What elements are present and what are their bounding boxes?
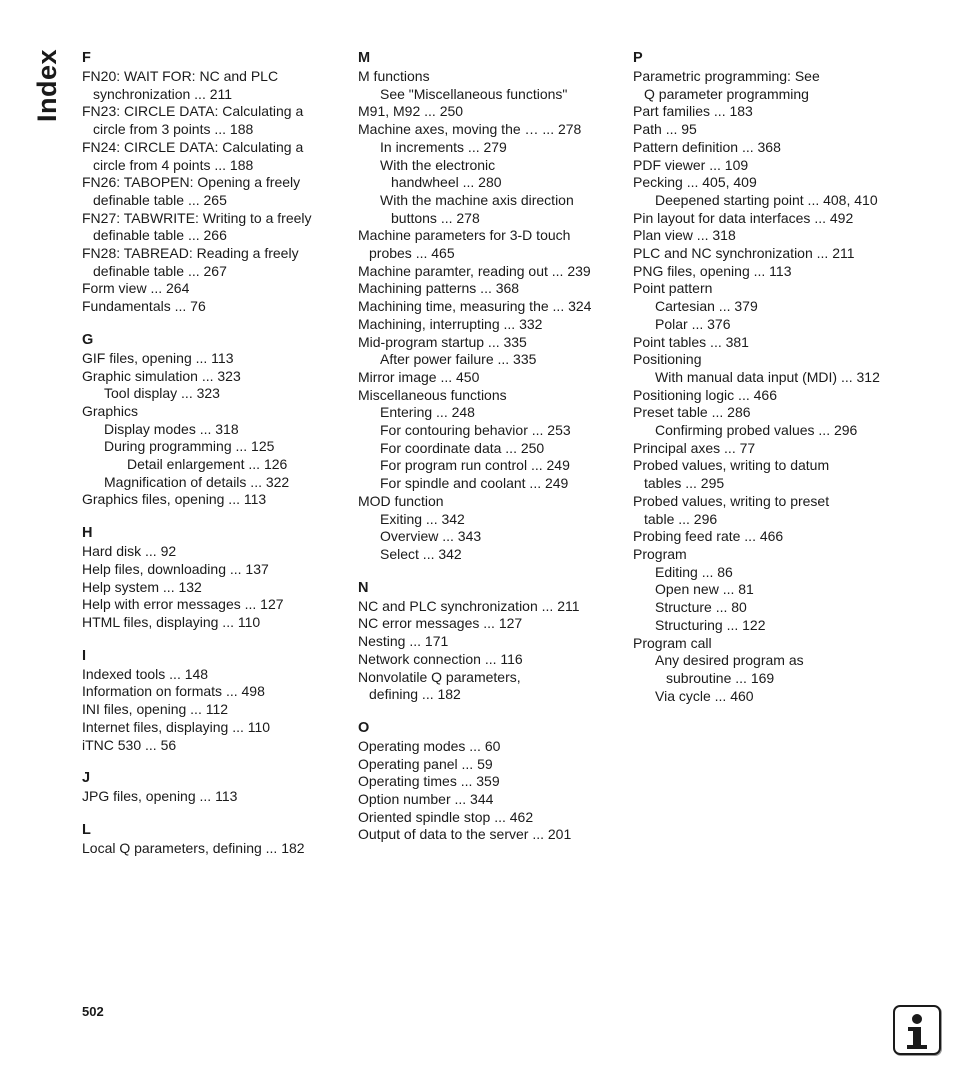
- index-entry: Confirming probed values ... 296: [655, 422, 858, 439]
- index-entry: Principal axes ... 77: [633, 439, 756, 456]
- index-entry: Machining, interrupting ... 332: [358, 315, 543, 332]
- index-entry: iTNC 530 ... 56: [82, 736, 177, 753]
- index-entry: Preset table ... 286: [633, 404, 751, 421]
- index-entry: FN28: TABREAD: Reading a freely: [82, 245, 299, 262]
- index-entry: Fundamentals ... 76: [82, 298, 206, 315]
- index-section: [633, 49, 923, 705]
- index-entry: Via cycle ... 460: [655, 687, 754, 704]
- index-entry: Display modes ... 318: [104, 420, 239, 437]
- index-entry: PDF viewer ... 109: [633, 156, 749, 173]
- index-column-2: [358, 49, 620, 859]
- index-entry: MOD function: [358, 492, 444, 509]
- index-entry: Local Q parameters, defining ... 182: [82, 839, 305, 856]
- index-entry: buttons ... 278: [391, 209, 480, 226]
- index-entry: With the electronic: [380, 156, 496, 173]
- index-entry: Deepened starting point ... 408, 410: [655, 191, 878, 208]
- index-entry: Help system ... 132: [82, 578, 202, 595]
- index-entry: NC error messages ... 127: [358, 615, 523, 632]
- index-entry: Structuring ... 122: [655, 616, 766, 633]
- index-entry: table ... 296: [644, 510, 718, 527]
- index-entry: handwheel ... 280: [391, 174, 502, 191]
- index-entry: Output of data to the server ... 201: [358, 826, 572, 843]
- index-entry: Indexed tools ... 148: [82, 665, 209, 682]
- index-entry: Part families ... 183: [633, 103, 753, 120]
- index-entry: Machine paramter, reading out ... 239: [358, 262, 591, 279]
- index-entry: Mid-program startup ... 335: [358, 333, 527, 350]
- section-letter: F: [82, 50, 91, 66]
- section-letter: O: [358, 719, 370, 736]
- index-entry: Exiting ... 342: [380, 510, 465, 527]
- index-side-title: [30, 48, 64, 122]
- index-entry: FN20: WAIT FOR: NC and PLC: [82, 68, 279, 84]
- index-entry: In increments ... 279: [380, 138, 507, 155]
- index-column-3: [633, 49, 923, 720]
- index-entry: Positioning: [633, 351, 702, 368]
- index-entry: PNG files, opening ... 113: [633, 262, 792, 279]
- index-entry: tables ... 295: [644, 475, 725, 492]
- index-section: [82, 524, 344, 632]
- index-entry: Point tables ... 381: [633, 333, 749, 350]
- index-entry: Graphic simulation ... 323: [82, 367, 241, 384]
- index-section: [82, 769, 344, 806]
- index-entry: circle from 4 points ... 188: [93, 156, 254, 173]
- index-entry: Oriented spindle stop ... 462: [358, 808, 534, 825]
- index-entry: GIF files, opening ... 113: [82, 349, 234, 366]
- index-entry: Probing feed rate ... 466: [633, 528, 784, 545]
- index-section: [358, 579, 620, 704]
- index-section: [82, 331, 344, 509]
- index-side-title-text: Index: [32, 48, 62, 122]
- index-entry: Program: [633, 545, 687, 562]
- index-entry: See "Miscellaneous functions": [380, 85, 568, 102]
- index-entry: Nonvolatile Q parameters,: [358, 668, 521, 685]
- index-entry: Polar ... 376: [655, 315, 731, 332]
- index-entry: HTML files, displaying ... 110: [82, 613, 261, 630]
- index-section: [358, 719, 620, 844]
- index-entry: Option number ... 344: [358, 791, 494, 808]
- index-entry: Operating panel ... 59: [358, 755, 493, 772]
- index-entry: Magnification of details ... 322: [104, 473, 290, 490]
- index-section: [82, 49, 344, 316]
- index-entry: Overview ... 343: [380, 528, 482, 545]
- index-entry: Operating times ... 359: [358, 773, 500, 790]
- index-entry: FN27: TABWRITE: Writing to a freely: [82, 209, 312, 226]
- index-entry: Structure ... 80: [655, 599, 747, 616]
- index-entry: Hard disk ... 92: [82, 543, 177, 560]
- index-entry: synchronization ... 211: [93, 85, 233, 102]
- index-entry: After power failure ... 335: [380, 351, 537, 368]
- index-section: [82, 647, 344, 755]
- index-entry: M functions: [358, 68, 430, 84]
- index-entry: For spindle and coolant ... 249: [380, 475, 569, 492]
- index-entry: FN23: CIRCLE DATA: Calculating a: [82, 103, 304, 120]
- index-entry: Machining patterns ... 368: [358, 280, 520, 297]
- index-entry: Network connection ... 116: [358, 650, 523, 667]
- index-entry: For coordinate data ... 250: [380, 439, 545, 456]
- index-entry: INI files, opening ... 112: [82, 701, 229, 718]
- index-entry: Form view ... 264: [82, 280, 190, 297]
- index-entry: M91, M92 ... 250: [358, 103, 464, 120]
- index-entry: Any desired program as: [655, 652, 804, 669]
- index-entry: Open new ... 81: [655, 581, 754, 598]
- index-entry: Point pattern: [633, 280, 713, 297]
- index-entry: Parametric programming: See: [633, 68, 820, 84]
- index-entry: Positioning logic ... 466: [633, 386, 777, 403]
- section-letter: M: [358, 50, 371, 66]
- index-entry: Mirror image ... 450: [358, 368, 480, 385]
- index-entry: definable table ... 267: [93, 262, 227, 279]
- section-letter: H: [82, 525, 93, 542]
- index-entry: Program call: [633, 634, 712, 651]
- section-letter: L: [82, 821, 91, 838]
- index-entry: subroutine ... 169: [666, 669, 775, 686]
- index-entry: Probed values, writing to preset: [633, 492, 830, 509]
- index-entry: JPG files, opening ... 113: [82, 788, 238, 805]
- index-entry: For contouring behavior ... 253: [380, 422, 571, 439]
- index-entry: definable table ... 266: [93, 227, 227, 244]
- section-letter: J: [82, 770, 91, 787]
- index-entry: probes ... 465: [369, 245, 455, 262]
- section-letter: N: [358, 579, 369, 596]
- index-entry: During programming ... 125: [104, 438, 275, 455]
- info-icon: [893, 1005, 941, 1055]
- page-number: 502: [82, 1004, 104, 1019]
- section-letter: G: [82, 331, 94, 348]
- index-column-1: [82, 49, 344, 873]
- index-entry: Probed values, writing to datum: [633, 457, 830, 474]
- index-entry: Pin layout for data interfaces ... 492: [633, 209, 854, 226]
- index-entry: With manual data input (MDI) ... 312: [655, 368, 880, 385]
- index-entry: Q parameter programming: [644, 85, 809, 102]
- index-entry: circle from 3 points ... 188: [93, 121, 254, 138]
- index-entry: Tool display ... 323: [104, 385, 220, 402]
- index-entry: Machine parameters for 3-D touch: [358, 227, 571, 244]
- index-entry: Nesting ... 171: [358, 633, 449, 650]
- index-entry: defining ... 182: [369, 686, 461, 703]
- index-entry: Plan view ... 318: [633, 227, 736, 244]
- index-entry: definable table ... 265: [93, 191, 227, 208]
- index-section: [358, 49, 620, 564]
- index-entry: Graphics files, opening ... 113: [82, 491, 267, 508]
- index-entry: Pecking ... 405, 409: [633, 174, 757, 191]
- index-entry: FN24: CIRCLE DATA: Calculating a: [82, 138, 304, 155]
- index-entry: Entering ... 248: [380, 404, 475, 421]
- index-entry: Help with error messages ... 127: [82, 596, 284, 613]
- index-entry: Editing ... 86: [655, 563, 733, 580]
- index-entry: Miscellaneous functions: [358, 386, 507, 403]
- index-entry: Internet files, displaying ... 110: [82, 718, 271, 735]
- index-entry: PLC and NC synchronization ... 211: [633, 245, 855, 262]
- section-letter: P: [633, 50, 643, 66]
- index-entry: For program run control ... 249: [380, 457, 570, 474]
- index-entry: Path ... 95: [633, 121, 697, 138]
- index-entry: Cartesian ... 379: [655, 298, 758, 315]
- index-entry: Graphics: [82, 402, 139, 419]
- index-entry: NC and PLC synchronization ... 211: [358, 597, 580, 614]
- index-entry: Pattern definition ... 368: [633, 138, 781, 155]
- index-entry: Help files, downloading ... 137: [82, 560, 269, 577]
- index-entry: Machine axes, moving the … ... 278: [358, 121, 582, 138]
- index-entry: Operating modes ... 60: [358, 737, 501, 754]
- index-entry: Select ... 342: [380, 545, 462, 562]
- index-entry: Detail enlargement ... 126: [127, 456, 288, 473]
- index-entry: Information on formats ... 498: [82, 683, 265, 700]
- index-entry: With the machine axis direction: [380, 191, 574, 208]
- section-letter: I: [82, 647, 87, 664]
- index-entry: Machining time, measuring the ... 324: [358, 298, 592, 315]
- index-section: [82, 821, 344, 858]
- index-entry: FN26: TABOPEN: Opening a freely: [82, 174, 301, 191]
